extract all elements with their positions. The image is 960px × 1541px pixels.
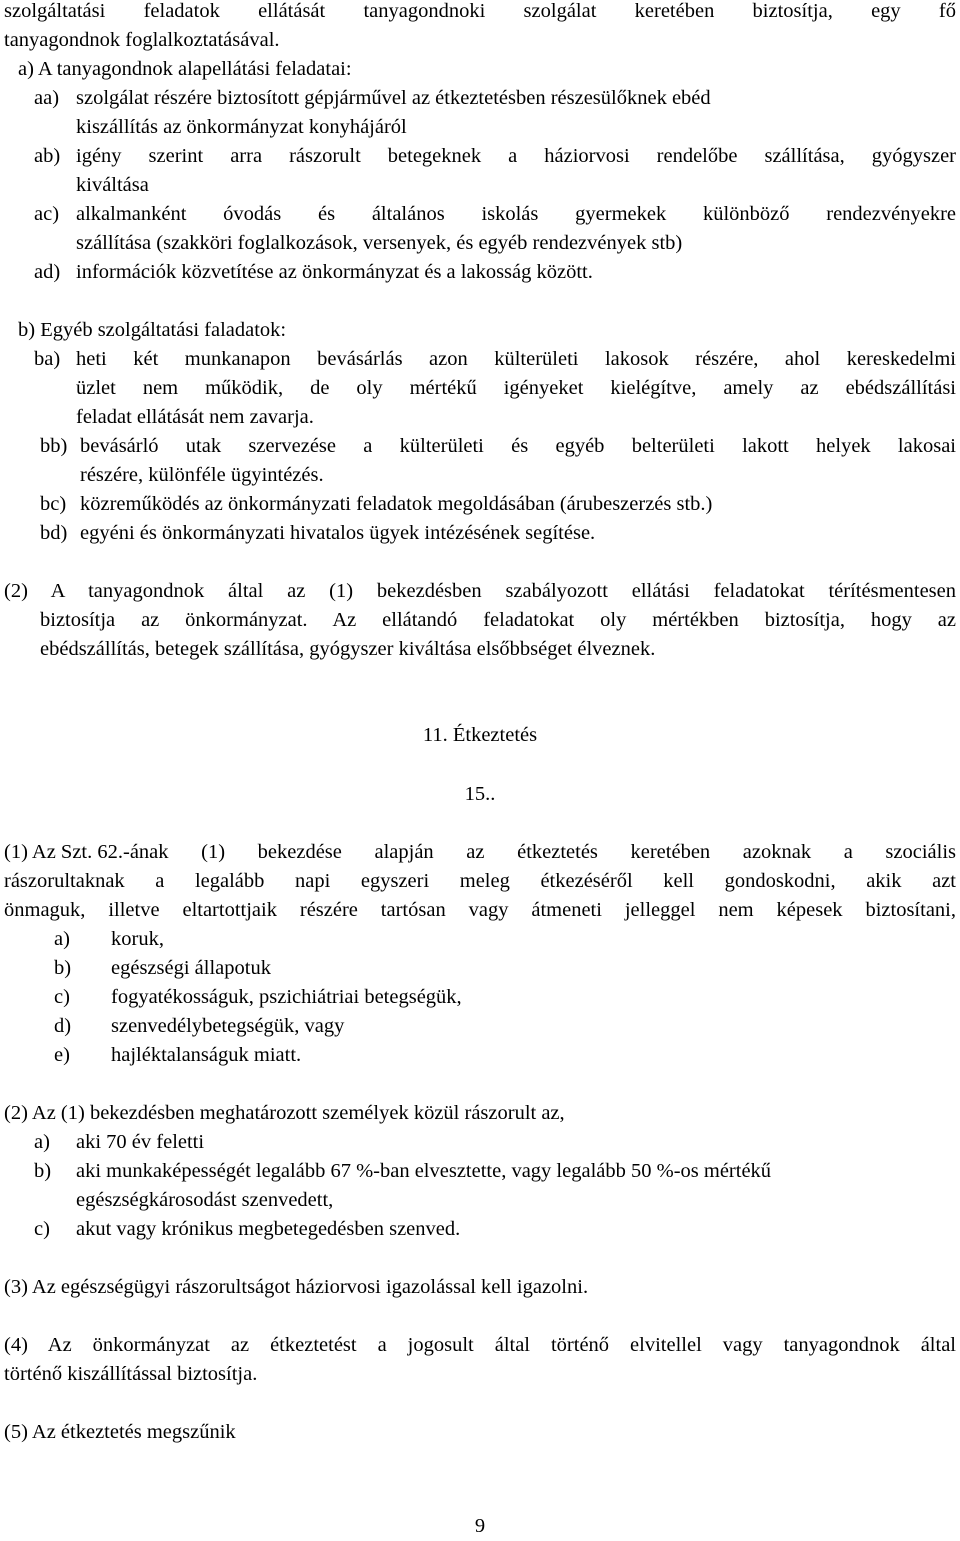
p3-line: (3) Az egészségügyi rászorultságot háziorvosi igazolással kell igazolni.	[4, 1276, 589, 1298]
item-marker: c)	[34, 1218, 50, 1240]
item-ba-line: heti két munkanapon bevásárlás azon külterületi lakosok részére, ahol kereskedelmi	[76, 348, 956, 370]
list-item: fogyatékosságuk, pszichiátriai betegségük,	[111, 986, 462, 1008]
item-marker: bc)	[40, 493, 67, 515]
item-ab-line: kiváltása	[76, 174, 149, 196]
item-marker: ba)	[34, 348, 61, 370]
item-ac-line: alkalmanként óvodás és általános iskolás gyermekek különböző rendezvényekre	[76, 203, 956, 225]
item-bc-line: közreműködés az önkormányzati feladatok megoldásában (árubeszerzés stb.)	[80, 493, 713, 515]
list-item: egészségi állapotuk	[111, 957, 271, 979]
list-item: hajléktalanságuk miatt.	[111, 1044, 302, 1066]
item-ab-line: igény szerint arra rászorult betegeknek a háziorvosi rendelőbe szállítása, gyógyszer	[76, 145, 956, 167]
item-marker: ac)	[34, 203, 60, 225]
list-item: koruk,	[111, 928, 164, 950]
para2-line: ebédszállítás, betegek szállítása, gyógyszer kiváltása elsőbbséget élveznek.	[40, 638, 656, 660]
item-aa-line: kiszállítás az önkormányzat konyhájáról	[76, 116, 407, 138]
p1-line-a: (1) Az Szt. 62.	[4, 841, 123, 863]
p4-line: (4) Az önkormányzat az étkeztetést a jogosult által történő elvitellel vagy tanyagondnok által	[4, 1334, 956, 1356]
item-marker: a)	[34, 1131, 50, 1153]
list-item: aki 70 év feletti	[76, 1131, 205, 1153]
item-bb-line: bevásárló utak szervezése a külterületi és egyéb belterületi lakott helyek lakosai	[80, 435, 956, 457]
p4-line: történő kiszállítással biztosítja.	[4, 1363, 258, 1385]
item-ac-line: szállítása (szakköri foglalkozások, versenyek, és egyéb rendezvények stb)	[76, 232, 683, 254]
p1-line-b: -ának (1) bekezdése alapján az étkeztetés keretében azoknak a szociális	[123, 841, 956, 863]
item-marker: bb)	[40, 435, 68, 457]
p1-line: rászorultaknak a legalább napi egyszeri meleg étkezéséről kell gondoskodni, akik azt	[4, 870, 956, 892]
item-marker: b)	[34, 1160, 52, 1182]
p1-line: önmaguk, illetve eltartottjaik részére tartósan vagy átmeneti jelleggel nem képesek biztosítani,	[4, 899, 956, 921]
para2-line: (2) A tanyagondnok által az (1) bekezdésben szabályozott ellátási feladatokat térítésmentesen	[4, 580, 956, 602]
section-a-heading: a) A tanyagondnok alapellátási feladatai:	[18, 58, 352, 80]
section-number: 15..	[464, 783, 496, 805]
list-item: aki munkaképességét legalább 67 %-ban elvesztette, vagy legalább 50 %-os mértékű	[76, 1160, 772, 1182]
item-marker: b)	[54, 957, 72, 979]
chapter-title: 11. Étkeztetés	[422, 724, 538, 746]
para2-line: biztosítja az önkormányzat. Az ellátandó feladatokat oly mértékben biztosítja, hogy az	[40, 609, 956, 631]
item-ad-line: információk közvetítése az önkormányzat és a lakosság között.	[76, 261, 593, 283]
item-ba-line: üzlet nem működik, de oly mértékű igényeket kielégítve, amely az ebédszállítási	[76, 377, 956, 399]
p2-heading: (2) Az (1) bekezdésben meghatározott személyek közül rászorult az,	[4, 1102, 565, 1124]
item-bb-line: részére, különféle ügyintézés.	[80, 464, 324, 486]
intro-line: szolgáltatási feladatok ellátását tanyagondnoki szolgálat keretében biztosítja, egy fő	[4, 0, 956, 22]
page-number: 9	[474, 1515, 486, 1537]
item-marker: ab)	[34, 145, 61, 167]
list-item: szenvedélybetegségük, vagy	[111, 1015, 345, 1037]
list-item: egészségkárosodást szenvedett,	[76, 1189, 334, 1211]
item-marker: e)	[54, 1044, 70, 1066]
p1-line	[4, 838, 956, 867]
item-marker: bd)	[40, 522, 68, 544]
item-marker: ad)	[34, 261, 61, 283]
p5-line: (5) Az étkeztetés megszűnik	[4, 1421, 236, 1443]
item-bd-line: egyéni és önkormányzati hivatalos ügyek intézésének segítése.	[80, 522, 596, 544]
intro-line: tanyagondnok foglalkoztatásával.	[4, 29, 280, 51]
item-aa-line: szolgálat részére biztosított gépjárművel az étkeztetésben részesülőknek ebéd	[76, 87, 711, 109]
item-marker: c)	[54, 986, 70, 1008]
item-ba-line: feladat ellátását nem zavarja.	[76, 406, 314, 428]
list-item: akut vagy krónikus megbetegedésben szenved.	[76, 1218, 461, 1240]
section-b-heading: b) Egyéb szolgáltatási faladatok:	[18, 319, 287, 341]
item-marker: a)	[54, 928, 70, 950]
item-marker: d)	[54, 1015, 72, 1037]
item-marker: aa)	[34, 87, 60, 109]
